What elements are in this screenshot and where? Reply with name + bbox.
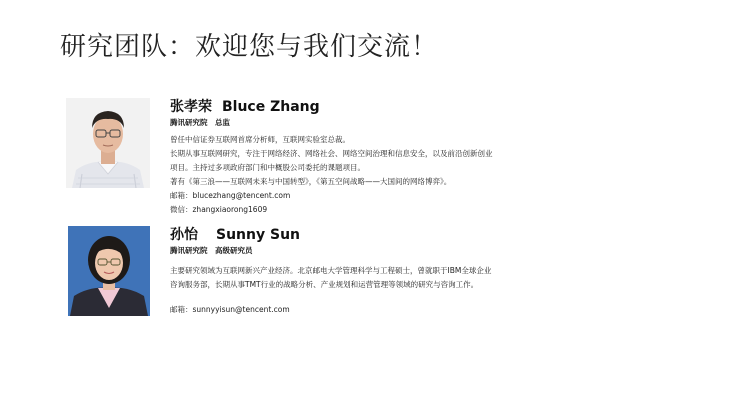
bio-line: 主要研究领域为互联网新兴产业经济。北京邮电大学管理科学与工程硕士，曾就职于IBM全球企业 [170,266,492,275]
bio-line: 长期从事互联网研究，专注于网络经济、网络社会、网络空间治理和信息安全，以及前沿创新创业 [170,149,493,158]
bio-line: 项目。主持过多项政府部门和中概股公司委托的课题项目。 [170,163,365,172]
member-role: 腾讯研究院 高级研究员 [170,246,253,255]
email-line: 邮箱：blucezhang@tencent.com [170,191,291,200]
portrait-photo [66,98,150,188]
wechat-line: 微信：zhangxiaorong1609 [170,205,268,214]
member-info [170,226,570,317]
member-info [170,98,570,217]
bio-line: 咨询服务部，长期从事TMT行业的战略分析、产业规划和运营管理等领域的研究与咨询工作。 [170,280,479,289]
member-bio [170,264,570,317]
portrait-photo [68,226,150,316]
member-role: 腾讯研究院 总监 [170,118,230,127]
member-name-cn: 张孝荣 [170,99,212,115]
member-bio [170,133,570,217]
member-name-en: Sunny Sun [216,227,300,243]
member-name [170,98,570,116]
email-line: 邮箱：sunnyyisun@tencent.com [170,305,290,314]
bio-line: 曾任中信证券互联网首席分析师，互联网实验室总裁。 [170,135,350,144]
member-name-en: Bluce Zhang [222,99,320,115]
slide-title: 研究团队：欢迎您与我们交流！ [60,32,439,62]
bio-line: 著有《第三浪——互联网未来与中国转型》，《第五空间战略——大国间的网络博弈》。 [170,177,452,186]
member-name [170,226,570,244]
member-name-cn: 孙怡 [170,227,198,243]
